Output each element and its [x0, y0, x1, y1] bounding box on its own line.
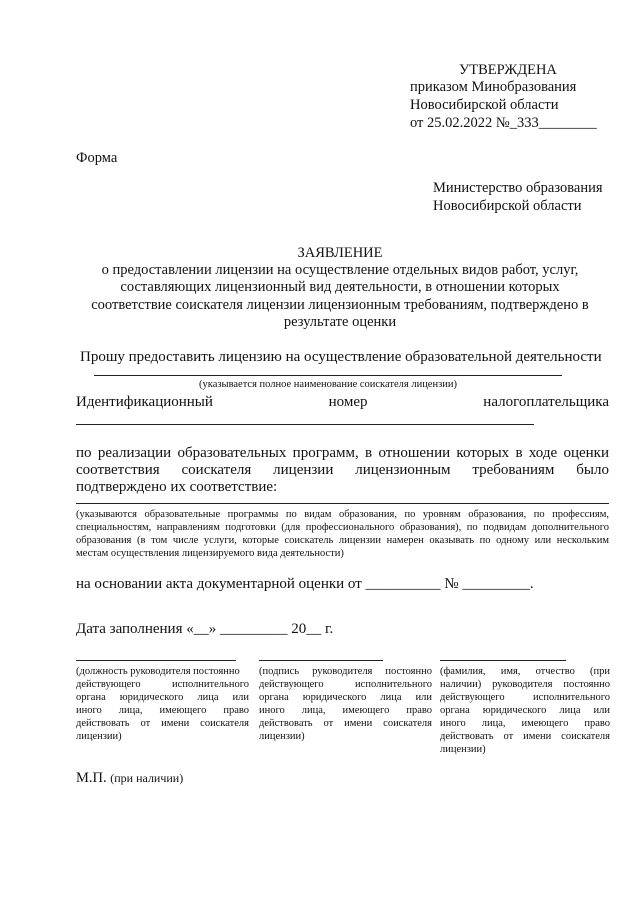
signature-hint-5: действовать от имени соискателя — [259, 718, 432, 729]
signature-hint-3: органа юридического лица или — [259, 692, 432, 703]
addressee-line-1: Министерство образования — [433, 180, 603, 196]
statement-subtitle-3: соответствие соискателя лицензии лицензионным требованиям, подтверждено в — [91, 297, 589, 313]
name-hint-5: иного лица, имеющего право — [440, 718, 610, 729]
signature-hint-1: (подпись руководителя постоянно — [259, 666, 432, 677]
fill-date: Дата заполнения «__» _________ 20__ г. — [76, 621, 334, 637]
seal-place — [76, 770, 183, 787]
programs-hint-3: образования (в том числе услуги, которые соискатель лицензии намерен оказывать по одному или нескольким — [76, 535, 609, 546]
statement-subtitle-1: о предоставлении лицензии на осуществление отдельных видов работ, услуг, — [101, 262, 579, 278]
seal-note: (при наличии) — [110, 771, 184, 785]
name-hint-3: действующего исполнительного — [440, 692, 610, 703]
name-hint-2: наличии) руководителя постоянно — [440, 679, 610, 690]
signature-hint-6: лицензии) — [259, 731, 305, 742]
programs-line-2: соответствия соискателя лицензии лицензионным требованиям было — [76, 462, 609, 478]
programs-line-3: подтверждено их соответствие: — [76, 479, 278, 495]
position-hint-5: действовать от имени соискателя — [76, 718, 249, 729]
programs-hint-1: (указываются образовательные программы по видам образования, по уровням образования, по профессиям, — [76, 509, 609, 520]
approval-line-2: Новосибирской области — [410, 97, 559, 113]
position-hint-3: органа юридического лица или — [76, 692, 249, 703]
name-field-line[interactable] — [440, 660, 566, 661]
request-text: Прошу предоставить лицензию на осуществление образовательной деятельности — [80, 349, 602, 365]
position-hint-1: (должность руководителя постоянно — [76, 666, 240, 677]
position-hint-2: действующего исполнительного — [76, 679, 249, 690]
signature-field-line[interactable] — [259, 660, 383, 661]
name-hint-4: органа юридического лица или — [440, 705, 610, 716]
signature-hint-4: иного лица, имеющего право — [259, 705, 432, 716]
programs-hint-2: специальностям, направлениям подготовки (для профессионального образования), по подвидам дополнительного — [76, 522, 609, 533]
name-hint-6: действовать от имени соискателя — [440, 731, 610, 742]
position-hint-4: иного лица, имеющего право — [76, 705, 249, 716]
statement-title: ЗАЯВЛЕНИЕ — [297, 245, 383, 261]
form-label: Форма — [76, 150, 118, 166]
signature-hint-2: действующего исполнительного — [259, 679, 432, 690]
seal-label: М.П. — [76, 770, 107, 786]
name-hint-7: лицензии) — [440, 744, 486, 755]
applicant-name-field-line[interactable] — [94, 375, 562, 376]
programs-hint-4: местам осуществления лицензируемого вида деятельности) — [76, 548, 344, 559]
approval-line-3: от 25.02.2022 №_333________ — [410, 115, 597, 131]
addressee-line-2: Новосибирской области — [433, 198, 582, 214]
approval-line-1: приказом Минобразования — [410, 79, 577, 95]
statement-subtitle-2: составляющих лицензионный вид деятельности, в отношении которых — [120, 279, 560, 295]
programs-field-line[interactable] — [76, 503, 609, 504]
inn-label: Идентификационный номер налогоплательщика — [76, 394, 609, 410]
inn-field-line[interactable] — [76, 424, 534, 425]
act-basis-text: на основании акта документарной оценки от __________ № _________. — [76, 576, 534, 592]
position-hint-6: лицензии) — [76, 731, 122, 742]
approval-title: УТВЕРЖДЕНА — [459, 62, 557, 78]
name-hint-1: (фамилия, имя, отчество (при — [440, 666, 610, 677]
programs-line-1: по реализации образовательных программ, в отношении которых в ходе оценки — [76, 445, 609, 461]
applicant-name-hint: (указывается полное наименование соискателя лицензии) — [199, 379, 457, 390]
position-field-line[interactable] — [76, 660, 236, 661]
statement-subtitle-4: результате оценки — [283, 314, 397, 330]
